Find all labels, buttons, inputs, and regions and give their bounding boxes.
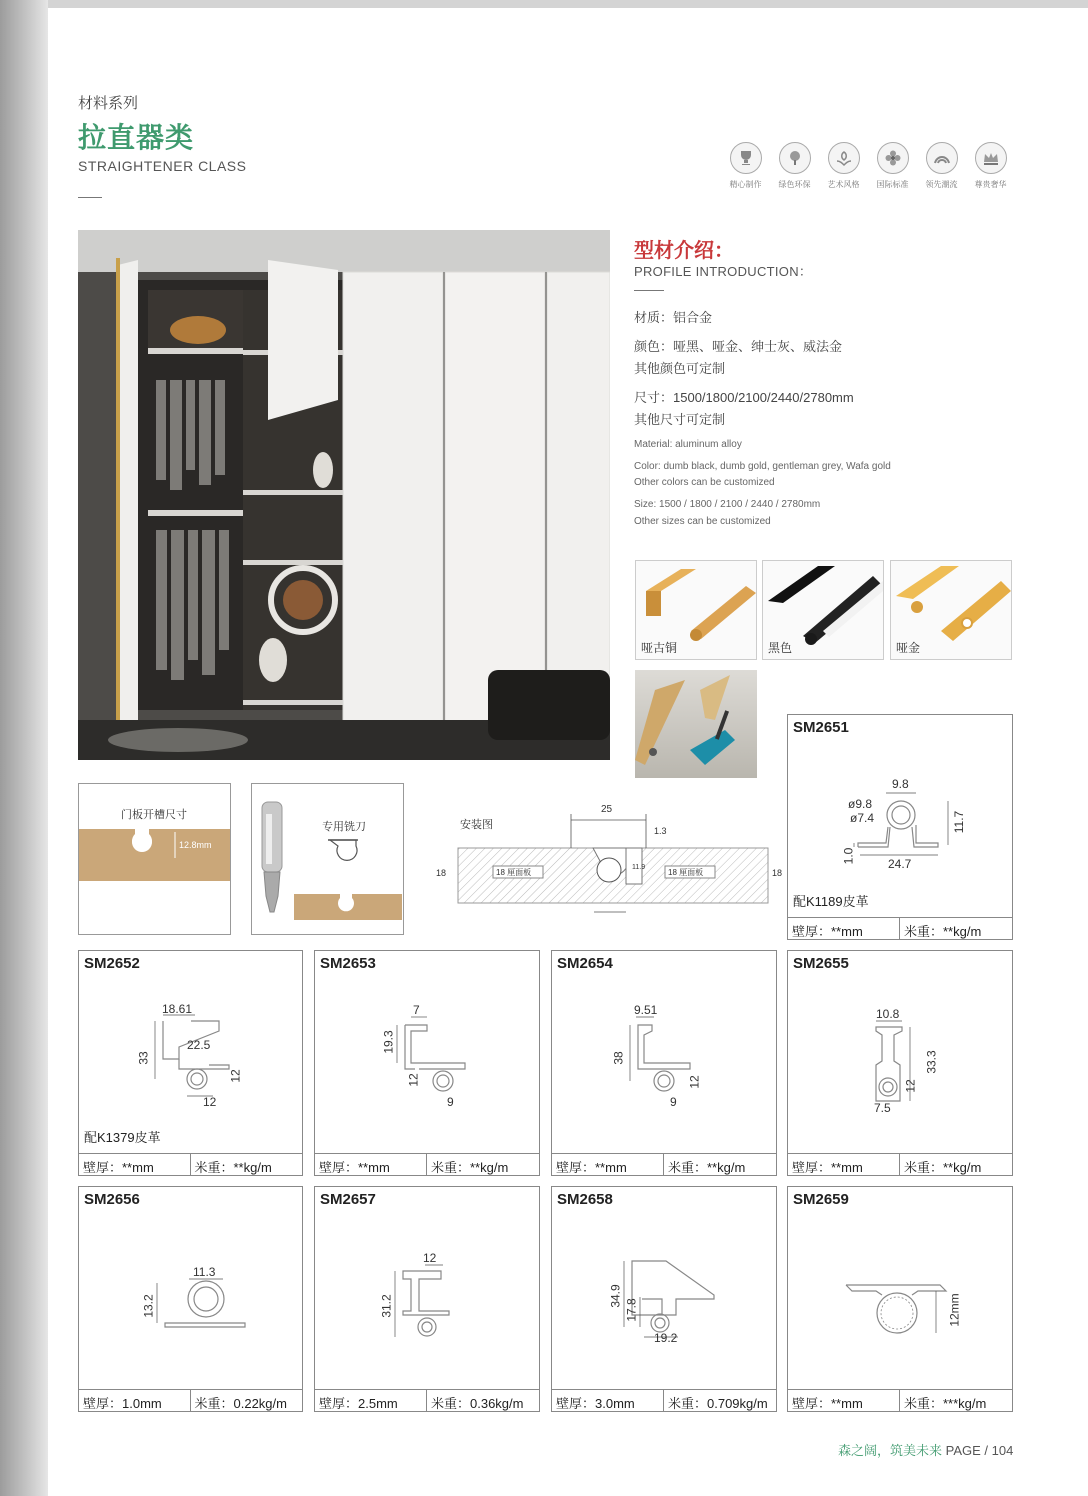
product-model: SM2659 [793,1191,849,1208]
dimension-label: 12 [228,1069,243,1083]
feature-label: 领先潮流 [925,180,958,189]
trophy-icon [730,142,762,174]
dimension-label: ø9.8 [848,797,873,811]
product-model: SM2656 [84,1191,140,1208]
product-specs [788,917,1012,939]
product-model: SM2655 [793,955,849,972]
meter-weight: 米重：0.22kg/m [194,1396,287,1411]
meter-weight: 米重：0.36kg/m [431,1396,524,1411]
dimension-label: 38 [611,1051,626,1065]
size-cn: 尺寸：1500/1800/2100/2440/2780mm [634,390,854,405]
footer-slogan: 森之阔，筑美未来 [838,1443,943,1458]
feature-label: 尊贵奢华 [974,180,1007,189]
dimension-label: 12 [687,1075,702,1089]
product-model: SM2653 [320,955,376,972]
product-specs [788,1153,1012,1175]
product-card-sm2656 [78,1186,303,1412]
page-title: 拉直器类 [78,122,195,153]
dimension-label: 12 [423,1251,437,1265]
title-divider [78,197,102,198]
flower-icon [877,142,909,174]
product-specs [315,1153,539,1175]
product-card-sm2653 [314,950,540,1176]
product-card-sm2658 [551,1186,777,1412]
wall-thickness: 壁厚：**mm [315,1154,427,1175]
wall-thickness: 壁厚：2.5mm [315,1390,427,1411]
profile-drawing [315,1187,541,1413]
wall-thickness: 壁厚：**mm [788,1154,900,1175]
dimension-label: 31.2 [379,1294,394,1318]
feature-label: 绿色环保 [778,180,811,189]
wall-thickness: 壁厚：3.0mm [552,1390,664,1411]
swatch-label: 哑金 [896,641,921,655]
color-cn: 颜色：哑黑、哑金、绅士灰、威法金 [634,339,843,354]
dimension-label: 9 [447,1095,454,1109]
swatch-label: 黑色 [768,641,793,655]
wall-thickness: 壁厚：1.0mm [79,1390,191,1411]
dimension-label: 12 [903,1079,918,1093]
tree-icon [779,142,811,174]
feature-item [773,142,816,190]
color-note-en: Other colors can be customized [634,477,775,488]
install-inner: 11.9 [632,864,646,871]
wall-thickness: 壁厚：**mm [788,918,900,939]
dimension-label: 17.8 [624,1298,639,1322]
intro-title: 型材介绍： [634,240,734,262]
product-card-sm2654 [551,950,777,1176]
dimension-label: 13.2 [141,1294,156,1318]
feature-item [871,142,914,190]
product-model: SM2651 [793,719,849,736]
product-specs [552,1153,776,1175]
product-model: SM2652 [84,955,140,972]
install-thickness-right: 18 [772,868,783,878]
dimension-label: 10.8 [876,1007,900,1021]
product-specs [79,1153,302,1175]
groove-title: 门板开槽尺寸 [121,809,187,821]
groove-dimension: 12.8mm [179,840,212,850]
swatch-bronze [635,560,757,660]
dimension-label: 19.2 [654,1331,678,1345]
meter-weight: 米重：**kg/m [904,1160,982,1175]
product-model: SM2654 [557,955,613,972]
cutter-box [251,783,404,935]
leaf-hands-icon [828,142,860,174]
feature-item [822,142,865,190]
cutter-label: 专用铣刀 [322,821,366,833]
dimension-label: 33.3 [924,1050,939,1074]
install-diagram [428,786,788,936]
series-label: 材料系列 [78,95,139,112]
product-card-sm2651 [787,714,1013,940]
color-note-cn: 其他颜色可定制 [634,361,726,376]
product-specs [315,1389,539,1411]
meter-weight: 米重：**kg/m [431,1160,509,1175]
product-card-sm2657 [314,1186,540,1412]
product-specs [552,1389,776,1411]
dimension-label: 24.7 [888,857,912,871]
groove-size-box [78,783,231,935]
panel-label-right: 18 厘面板 [668,868,704,877]
page-footer [838,1440,1013,1459]
feature-label: 国际标准 [876,180,909,189]
install-thickness-left: 18 [436,868,447,878]
page-binding-shadow [0,0,48,1496]
swatch-gold [890,560,1012,660]
meter-weight: 米重：**kg/m [904,924,982,939]
product-card-sm2652 [78,950,303,1176]
profile-drawing [315,951,541,1177]
meter-weight: 米重：**kg/m [194,1160,272,1175]
panel-label-left: 18 厘面板 [496,868,532,877]
dimension-label: 12 [406,1073,421,1087]
meter-weight: 米重：0.709kg/m [668,1396,768,1411]
dimension-label: 11.7 [952,810,967,834]
dimension-label: ø7.4 [850,811,875,825]
product-card-sm2655 [787,950,1013,1176]
intro-divider [634,290,664,291]
profile-drawing [552,1187,778,1413]
catalog-page [48,8,1088,1496]
material-cn: 材质：铝合金 [634,310,713,325]
feature-item [969,142,1012,190]
hex-key-tool-photo [635,670,757,778]
dimension-label: 12 [203,1095,217,1109]
product-specs [79,1389,302,1411]
dimension-label: 9.8 [892,777,909,791]
page-number: PAGE / 104 [945,1443,1014,1458]
wall-thickness: 壁厚：**mm [79,1154,191,1175]
dimension-label: 7 [413,1003,420,1017]
product-model: SM2658 [557,1191,613,1208]
dimension-label: 9.51 [634,1003,658,1017]
feature-item [920,142,963,190]
groove-diagram [79,784,231,935]
size-note-cn: 其他尺寸可定制 [634,412,726,427]
swatch-label: 哑古铜 [641,641,678,655]
product-note: 配K1379皮革 [84,1130,161,1145]
product-model: SM2657 [320,1191,376,1208]
wardrobe-photo [78,230,610,760]
profile-drawing [788,951,1014,1177]
product-note: 配K1189皮革 [793,894,869,909]
product-card-sm2659 [787,1186,1013,1412]
profile-drawing [552,951,778,1177]
router-bit-diagram [252,784,404,935]
wall-thickness: 壁厚：**mm [788,1390,900,1411]
material-en: Material: aluminum alloy [634,439,742,450]
size-note-en: Other sizes can be customized [634,516,771,527]
product-specs [788,1389,1012,1411]
dimension-label: 34.9 [608,1284,623,1308]
profile-drawing [79,1187,304,1413]
wall-thickness: 壁厚：**mm [552,1154,664,1175]
dimension-label: 9 [670,1095,677,1109]
feature-label: 精心制作 [729,180,762,189]
dimension-label: 7.5 [874,1101,891,1115]
profile-drawing [788,1187,1014,1413]
feature-icons [724,142,1012,190]
feature-item [724,142,767,190]
feature-label: 艺术风格 [827,180,860,189]
color-en: Color: dumb black, dumb gold, gentleman grey, Wafa gold [634,461,891,472]
dimension-label: 1.0 [841,847,856,865]
intro-subtitle: PROFILE INTRODUCTION： [634,264,813,279]
install-gap: 1.3 [654,826,667,836]
dimension-label: 11.3 [193,1265,216,1279]
crown-icon [975,142,1007,174]
install-diagram-title: 安装图 [460,819,493,831]
install-width: 25 [601,804,613,815]
dimension-label: 22.5 [187,1038,211,1052]
dimension-label: 12mm [947,1293,962,1327]
size-en: Size: 1500 / 1800 / 2100 / 2440 / 2780mm [634,499,821,510]
wave-icon [926,142,958,174]
page-subtitle: STRAIGHTENER CLASS [78,158,247,174]
dimension-label: 33 [136,1051,151,1065]
meter-weight: 米重：**kg/m [668,1160,746,1175]
meter-weight: 米重：***kg/m [904,1396,987,1411]
dimension-label: 18.61 [162,1002,193,1016]
swatch-black [762,560,884,660]
dimension-label: 19.3 [381,1030,396,1054]
